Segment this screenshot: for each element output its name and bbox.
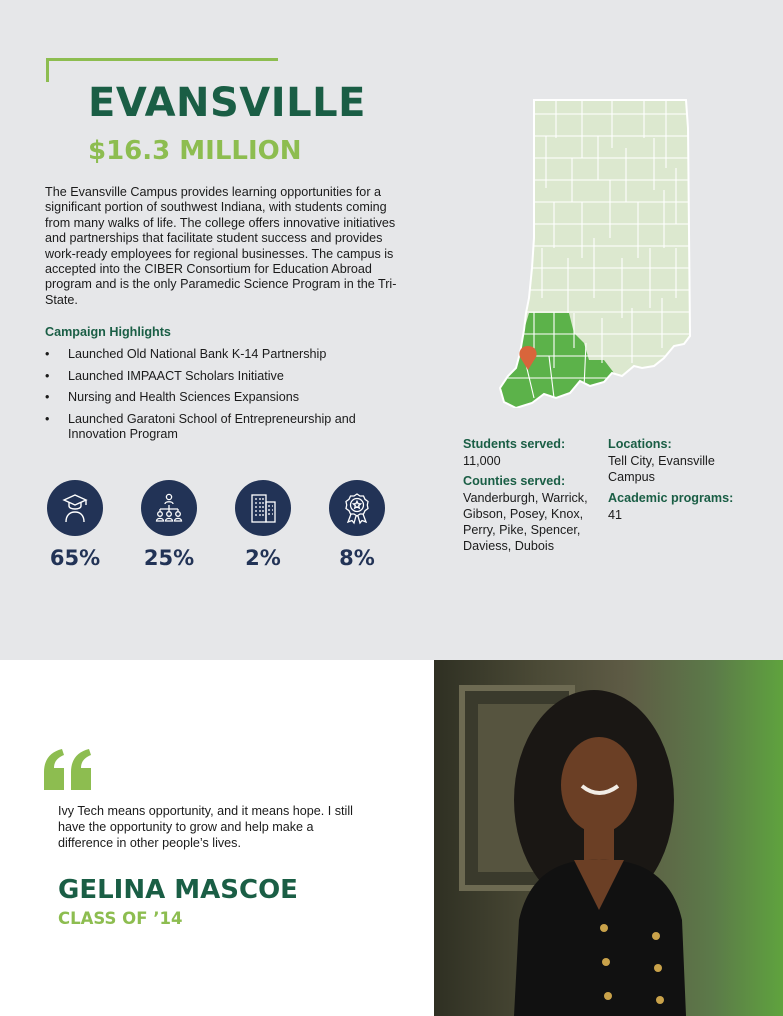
stat-value: 8%: [339, 546, 375, 570]
indiana-county-map: [494, 98, 694, 408]
graduate-icon: [47, 480, 103, 536]
testimonial-quote: Ivy Tech means opportunity, and it means hope. I still have the opportunity to grow and help make a difference in other people’s lives.: [58, 804, 353, 850]
highlight-item: • Launched IMPAACT Scholars Initiative: [45, 369, 405, 385]
people-network-icon: [141, 480, 197, 536]
award-ribbon-icon: [329, 480, 385, 536]
highlight-item: • Launched Old National Bank K-14 Partnership: [45, 347, 405, 363]
campaign-amount: $16.3 MILLION: [88, 136, 302, 166]
stat-value: 2%: [245, 546, 281, 570]
stat-buildings: [228, 480, 298, 570]
testimonial-class: CLASS OF ’14: [58, 909, 183, 928]
stat-awards: [322, 480, 392, 570]
portrait-photo: [434, 660, 783, 1016]
building-icon: [235, 480, 291, 536]
campus-title: EVANSVILLE: [88, 80, 366, 126]
stat-value: 25%: [143, 546, 195, 570]
programs-label: Academic programs:: [608, 491, 734, 505]
highlights-heading: Campaign Highlights: [45, 325, 171, 339]
highlights-list: [45, 347, 405, 449]
students-label: Students served:: [463, 437, 566, 451]
programs-value: 41: [608, 508, 623, 522]
locations-label: Locations:: [608, 437, 672, 451]
locations-value: Tell City, Evansville Campus: [608, 454, 715, 484]
decorative-bracket: [46, 58, 278, 82]
students-value: 11,000: [463, 454, 501, 468]
stat-graduates: [40, 480, 110, 570]
counties-label: Counties served:: [463, 474, 566, 488]
testimonial-name: GELINA MASCOE: [58, 875, 298, 905]
campus-description: The Evansville Campus provides learning opportunities for a significant portion of southwest Indiana, with students coming from many walks of life. The college offers innovative initiatives and partnerships that facilitate student success and provides work-ready employees for regional businesses. The campus is accepted into the CIBER Consortium for Education Abroad program and is the only Paramedic Science Program in the Tri-State.: [45, 185, 397, 307]
highlight-item: • Nursing and Health Sciences Expansions: [45, 390, 405, 406]
stat-network: [134, 480, 204, 570]
stat-value: 65%: [49, 546, 101, 570]
highlight-item: • Launched Garatoni School of Entrepreneurship and Innovation Program: [45, 412, 405, 443]
counties-value: Vanderburgh, Warrick, Gibson, Posey, Knox, Perry, Pike, Spencer, Daviess, Dubois: [463, 491, 588, 553]
quote-mark-icon: [42, 748, 94, 792]
